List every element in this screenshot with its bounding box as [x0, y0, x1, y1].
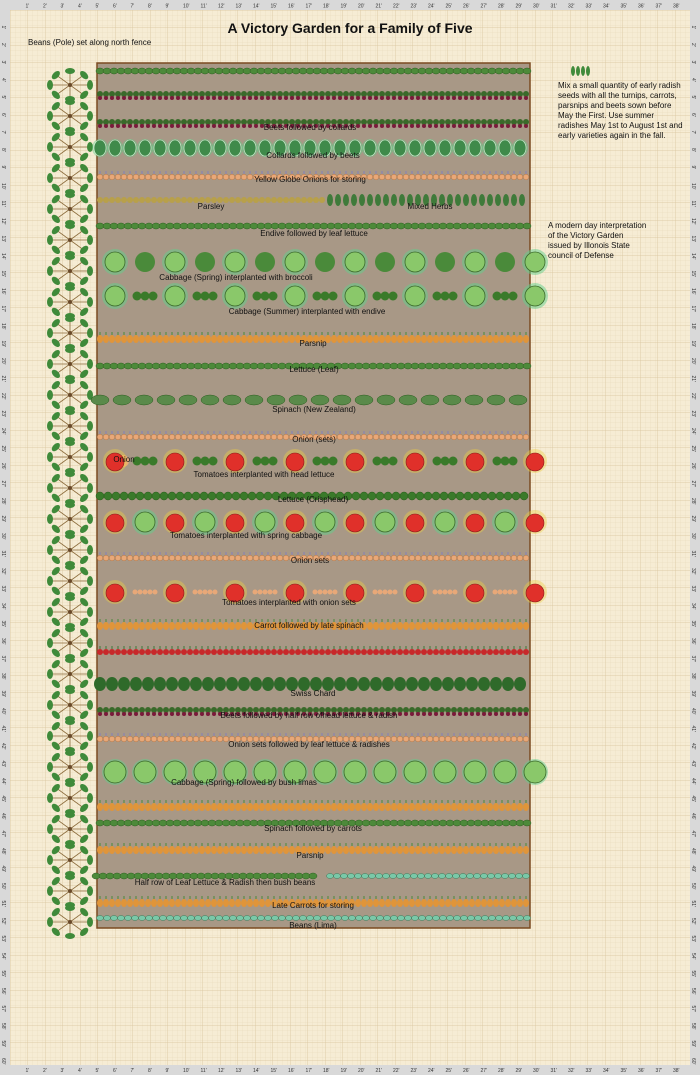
- pole-bean-plant: [47, 347, 93, 381]
- ruler-tick-label: 34': [0, 603, 6, 610]
- ruler-tick-label: 8': [148, 1068, 152, 1074]
- ruler-tick-label: 36': [638, 3, 645, 10]
- row-label: Beets followed by collards: [263, 123, 357, 132]
- ruler-tick-label: 11': [200, 1068, 207, 1074]
- top-ruler: [0, 0, 700, 10]
- ruler-tick-label: 52': [690, 918, 696, 925]
- ruler-tick-label: 56': [0, 988, 6, 995]
- ruler-tick-label: 60': [0, 1058, 6, 1065]
- ruler-tick-label: 1': [0, 25, 6, 30]
- ruler-tick-label: 18': [323, 1068, 330, 1074]
- ruler-tick-label: 12': [690, 218, 696, 225]
- ruler-tick-label: 45': [690, 795, 696, 803]
- ruler-tick-label: 1': [25, 3, 30, 10]
- ruler-tick-label: 14': [253, 1068, 260, 1074]
- ruler-tick-label: 34': [690, 603, 696, 610]
- ruler-tick-label: 19': [690, 340, 696, 348]
- ruler-tick-label: 38': [673, 1068, 680, 1074]
- ruler-tick-label: 10': [690, 183, 696, 190]
- ruler-tick-label: 12': [218, 3, 225, 10]
- ruler-tick-label: 3': [60, 3, 65, 10]
- ruler-tick-label: 2': [43, 1068, 47, 1074]
- ruler-tick-label: 1': [690, 25, 696, 30]
- row-label: Tomatoes interplanted with spring cabbage: [169, 531, 323, 540]
- ruler-tick-label: 24': [428, 1068, 435, 1074]
- pole-bean-plant: [47, 657, 93, 691]
- ruler-tick-label: 59': [0, 1040, 6, 1048]
- pole-bean-plant: [47, 316, 93, 350]
- ruler-tick-label: 13': [690, 235, 696, 243]
- ruler-tick-label: 37': [655, 1068, 663, 1074]
- row-label: Endive followed by leaf lettuce: [260, 229, 368, 238]
- ruler-tick-label: 39': [0, 690, 6, 698]
- ruler-tick-label: 55': [0, 970, 6, 978]
- pole-bean-plant: [47, 285, 93, 319]
- ruler-tick-label: 32': [568, 1068, 575, 1074]
- pole-bean-plant: [47, 409, 93, 443]
- ruler-tick-label: 20': [0, 358, 6, 365]
- ruler-tick-label: 3': [0, 60, 6, 65]
- ruler-tick-label: 37': [655, 3, 663, 10]
- ruler-tick-label: 36': [638, 1068, 645, 1074]
- ruler-tick-label: 53': [0, 935, 6, 943]
- ruler-tick-label: 16': [690, 288, 696, 295]
- pole-bean-plant: [47, 378, 93, 412]
- ruler-tick-label: 29': [0, 515, 6, 523]
- ruler-tick-label: 54': [690, 953, 696, 960]
- ruler-tick-label: 1': [25, 1068, 30, 1074]
- pole-bean-plant: [47, 812, 93, 846]
- ruler-tick-label: 7': [690, 130, 696, 135]
- ruler-tick-label: 58': [690, 1023, 696, 1030]
- ruler-tick-label: 35': [690, 620, 696, 628]
- ruler-tick-label: 11': [200, 3, 207, 10]
- ruler-tick-label: 38': [673, 3, 680, 10]
- ruler-tick-label: 23': [0, 410, 6, 418]
- ruler-tick-label: 26': [690, 463, 696, 470]
- ruler-tick-label: 8': [690, 148, 696, 152]
- ruler-tick-label: 9': [165, 1068, 170, 1074]
- pole-bean-plant: [47, 564, 93, 598]
- ruler-tick-label: 8': [148, 3, 152, 10]
- ruler-tick-label: 47': [0, 830, 6, 838]
- pole-bean-plant: [47, 874, 93, 908]
- ruler-tick-label: 8': [0, 148, 6, 152]
- ruler-tick-label: 12': [218, 1068, 225, 1074]
- ruler-tick-label: 21': [375, 1068, 383, 1074]
- ruler-tick-label: 50': [0, 883, 6, 890]
- ruler-tick-label: 7': [130, 3, 135, 10]
- garden-title: A Victory Garden for a Family of Five: [227, 20, 473, 36]
- ruler-tick-label: 32': [0, 568, 6, 575]
- ruler-tick-label: 9': [165, 3, 170, 10]
- ruler-tick-label: 19': [340, 3, 348, 10]
- ruler-tick-label: 58': [0, 1023, 6, 1030]
- ruler-tick-label: 51': [0, 900, 6, 908]
- ruler-tick-label: 17': [305, 1068, 313, 1074]
- ruler-tick-label: 10': [0, 183, 6, 190]
- row-label: Onion: [113, 455, 135, 464]
- ruler-tick-label: 14': [690, 253, 696, 260]
- ruler-tick-label: 15': [690, 270, 696, 278]
- ruler-tick-label: 54': [0, 953, 6, 960]
- row-label: Late Carrots for storing: [272, 901, 354, 910]
- row-label: Mixed Herbs: [407, 202, 453, 211]
- row-label: Parsley: [197, 202, 225, 211]
- ruler-tick-label: 18': [0, 323, 6, 330]
- ruler-tick-label: 23': [410, 3, 418, 10]
- ruler-tick-label: 7': [0, 130, 6, 135]
- ruler-tick-label: 16': [288, 3, 295, 10]
- ruler-tick-label: 56': [690, 988, 696, 995]
- pole-bean-plant: [47, 750, 93, 784]
- ruler-tick-label: 22': [393, 3, 400, 10]
- pole-bean-plant: [47, 688, 93, 722]
- ruler-tick-label: 15': [270, 1068, 278, 1074]
- ruler-tick-label: 31': [0, 550, 6, 558]
- ruler-tick-label: 27': [480, 3, 488, 10]
- ruler-tick-label: 27': [0, 480, 6, 488]
- ruler-tick-label: 18': [690, 323, 696, 330]
- row-label: Spinach (New Zealand): [272, 405, 356, 414]
- ruler-tick-label: 47': [690, 830, 696, 838]
- ruler-tick-label: 14': [0, 253, 6, 260]
- ruler-tick-label: 4': [78, 1068, 82, 1074]
- ruler-tick-label: 10': [183, 1068, 190, 1074]
- row-label: Cabbage (Summer) interplanted with endive: [228, 307, 386, 316]
- ruler-tick-label: 26': [463, 1068, 470, 1074]
- ruler-tick-label: 4': [0, 78, 6, 82]
- ruler-tick-label: 6': [690, 113, 696, 117]
- ruler-tick-label: 32': [568, 3, 575, 10]
- ruler-tick-label: 42': [0, 743, 6, 750]
- ruler-tick-label: 10': [183, 3, 190, 10]
- pole-bean-plant: [47, 130, 93, 164]
- ruler-tick-label: 17': [305, 3, 313, 10]
- ruler-tick-label: 9': [690, 165, 696, 170]
- pole-bean-plant: [47, 719, 93, 753]
- ruler-tick-label: 24': [0, 428, 6, 435]
- row-label: Tomatoes interplanted with onion sets: [222, 598, 356, 607]
- source-note: A modern day interpretation of the Victory Garden issued by Illonois State council of Defense: [548, 221, 647, 260]
- garden-row-25: [102, 759, 548, 785]
- row-label: Parsnip: [299, 339, 327, 348]
- ruler-tick-label: 33': [0, 585, 6, 593]
- ruler-tick-label: 27': [480, 1068, 488, 1074]
- bottom-ruler: [0, 1065, 700, 1075]
- ruler-tick-label: 16': [0, 288, 6, 295]
- ruler-tick-label: 44': [690, 778, 696, 785]
- row-label: Half row of Leaf Lettuce & Radish then bush beans: [134, 878, 316, 887]
- row-label: Cabbage (Spring) followed by bush limas: [171, 778, 317, 787]
- pole-bean-plant: [47, 99, 93, 133]
- ruler-tick-label: 48': [0, 848, 6, 855]
- ruler-tick-label: 41': [690, 725, 696, 733]
- ruler-tick-label: 28': [498, 1068, 505, 1074]
- ruler-tick-label: 35': [620, 1068, 628, 1074]
- ruler-tick-label: 43': [690, 760, 696, 768]
- pole-bean-plant: [47, 533, 93, 567]
- ruler-tick-label: 46': [690, 813, 696, 820]
- radish-note: Mix a small quantity of early radish seeds with all the turnips, carrots, parsnips and beets sown before May the First. Use summer radishes May 1st to August 1st and early varieties again in the fall.: [558, 81, 683, 140]
- ruler-tick-label: 32': [690, 568, 696, 575]
- ruler-tick-label: 41': [0, 725, 6, 733]
- ruler-tick-label: 29': [515, 1068, 523, 1074]
- ruler-tick-label: 12': [0, 218, 6, 225]
- ruler-tick-label: 36': [0, 638, 6, 645]
- ruler-tick-label: 17': [690, 305, 696, 313]
- ruler-tick-label: 35': [0, 620, 6, 628]
- ruler-tick-label: 20': [690, 358, 696, 365]
- ruler-tick-label: 21': [375, 3, 383, 10]
- ruler-tick-label: 53': [690, 935, 696, 943]
- ruler-tick-label: 28': [690, 498, 696, 505]
- ruler-tick-label: 29': [690, 515, 696, 523]
- garden-row-8: [102, 249, 548, 275]
- ruler-tick-label: 16': [288, 1068, 295, 1074]
- row-label: Collards followed by beets: [266, 151, 360, 160]
- ruler-tick-label: 44': [0, 778, 6, 785]
- pole-bean-plant: [47, 502, 93, 536]
- ruler-tick-label: 23': [410, 1068, 418, 1074]
- ruler-tick-label: 34': [603, 3, 610, 10]
- pole-beans-note: Beans (Pole) set along north fence: [28, 38, 152, 47]
- ruler-tick-label: 21': [690, 375, 696, 383]
- pole-bean-plant: [47, 843, 93, 877]
- ruler-tick-label: 22': [0, 393, 6, 400]
- pole-bean-plant: [47, 223, 93, 257]
- ruler-tick-label: 25': [0, 445, 6, 453]
- ruler-tick-label: 19': [0, 340, 6, 348]
- row-label: Onion sets followed by leaf lettuce & radishes: [228, 740, 390, 749]
- ruler-tick-label: 42': [690, 743, 696, 750]
- ruler-tick-label: 3': [60, 1068, 65, 1074]
- ruler-tick-label: 13': [235, 3, 243, 10]
- ruler-tick-label: 6': [113, 3, 117, 10]
- ruler-tick-label: 6': [113, 1068, 117, 1074]
- pole-bean-plant: [47, 781, 93, 815]
- row-label: Tomatoes interplanted with head lettuce: [193, 470, 335, 479]
- ruler-tick-label: 4': [78, 3, 82, 10]
- ruler-tick-label: 39': [690, 690, 696, 698]
- ruler-tick-label: 49': [0, 865, 6, 873]
- ruler-tick-label: 11': [690, 200, 696, 207]
- ruler-tick-label: 31': [550, 3, 558, 10]
- ruler-tick-label: 15': [0, 270, 6, 278]
- ruler-tick-label: 22': [393, 1068, 400, 1074]
- ruler-tick-label: 7': [130, 1068, 135, 1074]
- ruler-tick-label: 5': [0, 95, 6, 100]
- ruler-tick-label: 36': [690, 638, 696, 645]
- ruler-tick-label: 40': [0, 708, 6, 715]
- row-label: Lettuce (Leaf): [289, 365, 339, 374]
- row-label: Parsnip: [296, 851, 324, 860]
- ruler-tick-label: 13': [0, 235, 6, 243]
- ruler-tick-label: 30': [690, 533, 696, 540]
- pole-bean-plant: [47, 471, 93, 505]
- row-label: Lettuce (Crisphead): [277, 495, 349, 504]
- ruler-tick-label: 18': [323, 3, 330, 10]
- row-label: Spinach followed by carrots: [264, 824, 362, 833]
- ruler-tick-label: 28': [498, 3, 505, 10]
- ruler-tick-label: 33': [690, 585, 696, 593]
- ruler-tick-label: 45': [0, 795, 6, 803]
- ruler-tick-label: 14': [253, 3, 260, 10]
- pole-bean-plant: [47, 254, 93, 288]
- ruler-tick-label: 25': [690, 445, 696, 453]
- ruler-tick-label: 17': [0, 305, 6, 313]
- ruler-tick-label: 57': [0, 1005, 6, 1013]
- ruler-tick-label: 55': [690, 970, 696, 978]
- ruler-tick-label: 35': [620, 3, 628, 10]
- ruler-tick-label: 60': [690, 1058, 696, 1065]
- ruler-tick-label: 46': [0, 813, 6, 820]
- garden-row-0: [96, 68, 531, 74]
- pole-bean-plant: [47, 905, 93, 939]
- ruler-tick-label: 43': [0, 760, 6, 768]
- ruler-tick-label: 2': [690, 43, 696, 47]
- ruler-tick-label: 22': [690, 393, 696, 400]
- ruler-tick-label: 20': [358, 3, 365, 10]
- ruler-tick-label: 30': [533, 3, 540, 10]
- ruler-tick-label: 6': [0, 113, 6, 117]
- pole-bean-plant: [47, 161, 93, 195]
- ruler-tick-label: 3': [690, 60, 696, 65]
- pole-bean-plant: [47, 440, 93, 474]
- row-label: Onion (sets): [292, 435, 336, 444]
- ruler-tick-label: 59': [690, 1040, 696, 1048]
- ruler-tick-label: 49': [690, 865, 696, 873]
- ruler-tick-label: 9': [0, 165, 6, 170]
- ruler-tick-label: 28': [0, 498, 6, 505]
- ruler-tick-label: 5': [95, 1068, 100, 1074]
- ruler-tick-label: 33': [585, 1068, 593, 1074]
- ruler-tick-label: 20': [358, 1068, 365, 1074]
- ruler-tick-label: 57': [690, 1005, 696, 1013]
- row-label: Swiss Chard: [290, 689, 336, 698]
- ruler-tick-label: 52': [0, 918, 6, 925]
- ruler-tick-label: 24': [690, 428, 696, 435]
- ruler-tick-label: 2': [0, 43, 6, 47]
- ruler-tick-label: 5': [95, 3, 100, 10]
- row-label: Yellow Globe Onions for storing: [254, 175, 366, 184]
- ruler-tick-label: 30': [533, 1068, 540, 1074]
- ruler-tick-label: 48': [690, 848, 696, 855]
- pole-bean-plant: [47, 192, 93, 226]
- pole-bean-plant: [47, 626, 93, 660]
- ruler-tick-label: 25': [445, 3, 453, 10]
- ruler-tick-label: 15': [270, 3, 278, 10]
- ruler-tick-label: 40': [690, 708, 696, 715]
- ruler-tick-label: 38': [0, 673, 6, 680]
- row-label: Beans (Lima): [289, 921, 337, 930]
- ruler-tick-label: 5': [690, 95, 696, 100]
- row-label: Onion sets: [290, 556, 330, 565]
- row-label: Carrot followed by late spinach: [254, 621, 364, 630]
- ruler-tick-label: 50': [690, 883, 696, 890]
- ruler-tick-label: 21': [0, 375, 6, 383]
- ruler-tick-label: 37': [0, 655, 6, 663]
- ruler-tick-label: 29': [515, 3, 523, 10]
- ruler-tick-label: 30': [0, 533, 6, 540]
- ruler-tick-label: 34': [603, 1068, 610, 1074]
- ruler-tick-label: 38': [690, 673, 696, 680]
- ruler-tick-label: 31': [690, 550, 696, 558]
- ruler-tick-label: 4': [690, 78, 696, 82]
- ruler-tick-label: 31': [550, 1068, 558, 1074]
- ruler-tick-label: 19': [340, 1068, 348, 1074]
- ruler-tick-label: 23': [690, 410, 696, 418]
- row-label: Cabbage (Spring) interplanted with broccoli: [159, 273, 313, 282]
- ruler-tick-label: 26': [463, 3, 470, 10]
- pole-bean-plant: [47, 595, 93, 629]
- pole-bean-plant: [47, 68, 93, 102]
- ruler-tick-label: 24': [428, 3, 435, 10]
- ruler-tick-label: 13': [235, 1068, 243, 1074]
- ruler-tick-label: 11': [0, 200, 6, 207]
- ruler-tick-label: 26': [0, 463, 6, 470]
- ruler-tick-label: 37': [690, 655, 696, 663]
- row-label: Beets followed by half row ofhead lettuce & radish: [220, 711, 398, 720]
- ruler-tick-label: 2': [43, 3, 47, 10]
- ruler-tick-label: 27': [690, 480, 696, 488]
- ruler-tick-label: 25': [445, 1068, 453, 1074]
- ruler-tick-label: 33': [585, 3, 593, 10]
- ruler-tick-label: 51': [690, 900, 696, 908]
